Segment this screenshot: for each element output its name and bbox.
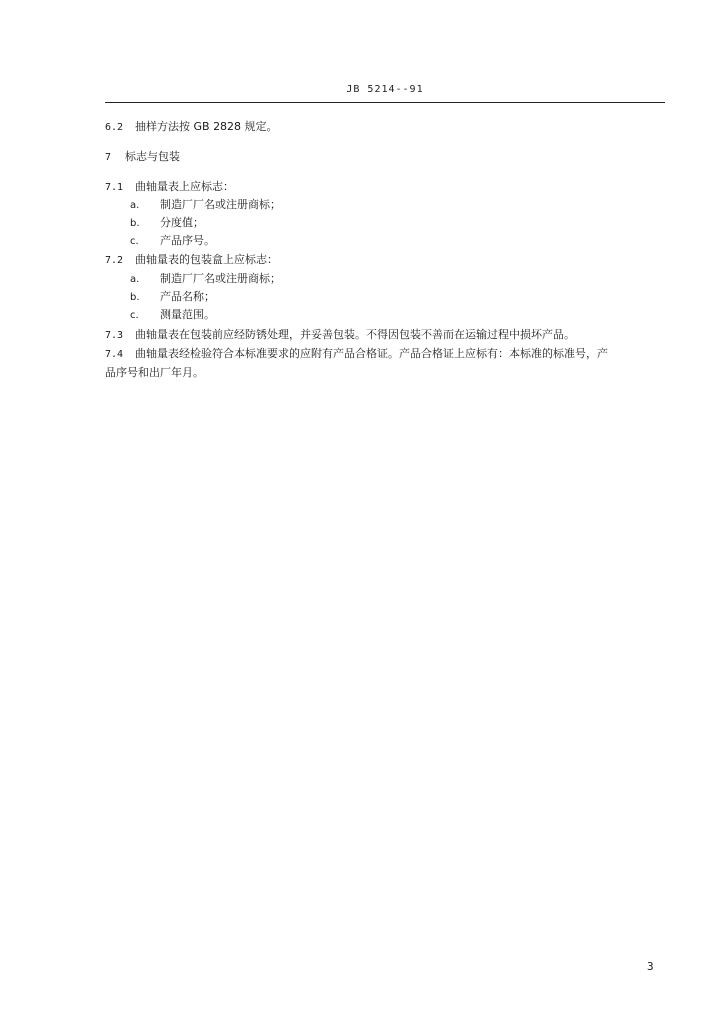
clause-number: 7.4 [105,349,124,360]
list-item-text: 测量范围。 [160,308,215,321]
clause-text: 曲轴量表上应标志： [135,180,234,193]
list-item-text: 分度值； [160,216,204,229]
clause-number: 7.2 [105,255,124,266]
list-item [130,290,215,305]
list-item-text: 产品名称； [160,290,215,303]
clause-7-4 [105,347,608,362]
list-item [130,308,215,323]
list-item [130,234,215,249]
list-item [130,216,204,231]
clause-number: 7.1 [105,182,124,193]
clause-number: 7.3 [105,330,124,341]
list-item-letter: b. [130,292,140,303]
list-item-letter: c. [130,310,139,321]
list-item [130,198,281,213]
list-item-letter: c. [130,236,139,247]
standard-code-header: JB 5214--91 [346,84,424,95]
clause-7-4-continuation [105,366,204,380]
clause-7-3 [105,328,575,343]
clause-number: 6.2 [105,122,124,133]
list-item-text: 制造厂厂名或注册商标； [160,198,281,211]
header-rule [105,102,665,103]
clause-7-2 [105,253,278,268]
list-item-text: 产品序号。 [160,234,215,247]
list-item-letter: b. [130,218,140,229]
clause-text-line-2: 品序号和出厂年月。 [105,366,204,379]
section-7-heading [105,150,180,165]
section-title: 标志与包装 [125,150,180,163]
clause-text: 抽样方法按 GB 2828 规定。 [135,120,278,133]
clause-7-1 [105,180,234,195]
clause-6-2 [105,120,278,135]
section-number: 7 [105,152,112,163]
list-item [130,272,281,287]
list-item-letter: a. [130,274,140,285]
list-item-letter: a. [130,200,140,211]
clause-text: 曲轴量表在包装前应经防锈处理，并妥善包装。不得因包装不善而在运输过程中损坏产品。 [135,328,575,341]
list-item-text: 制造厂厂名或注册商标； [160,272,281,285]
clause-text: 曲轴量表的包装盒上应标志： [135,253,278,266]
page-number: 3 [647,960,654,973]
clause-text-line-1: 曲轴量表经检验符合本标准要求的应附有产品合格证。产品合格证上应标有：本标准的标准号，产 [135,347,608,360]
